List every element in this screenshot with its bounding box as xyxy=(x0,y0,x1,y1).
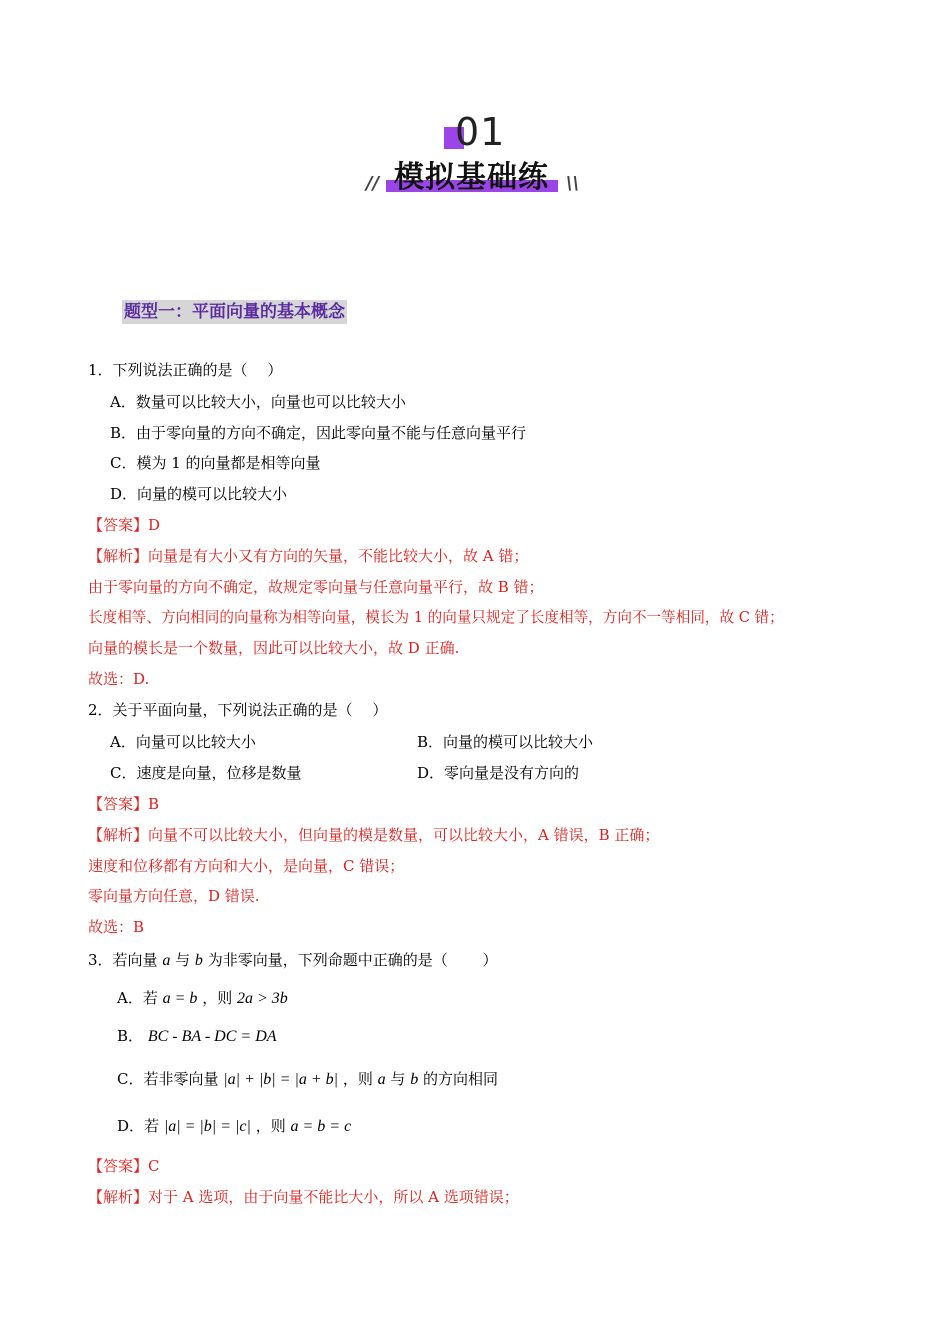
option-text: 的方向相同 xyxy=(422,1070,498,1088)
section-heading: 题型一：平面向量的基本概念 xyxy=(124,302,345,322)
q3-option-a xyxy=(117,988,288,1009)
vector-b: b xyxy=(410,1071,419,1088)
option-text: ，则 xyxy=(202,989,233,1007)
q3-stem-part: 3．若向量 xyxy=(88,951,158,969)
q3-option-d xyxy=(117,1116,351,1137)
q3-answer: 【答案】C xyxy=(88,1157,160,1175)
page-title: 模拟基础练 xyxy=(394,160,549,195)
q1-analysis-line: 【解析】向量是有大小又有方向的矢量，不能比较大小，故 A 错； xyxy=(88,547,529,565)
q1-option-c: C．模为 1 的向量都是相等向量 xyxy=(110,454,321,472)
q1-analysis-line: 由于零向量的方向不确定，故规定零向量与任意向量平行，故 B 错； xyxy=(88,578,544,596)
q2-analysis-line: 故选：B xyxy=(88,918,145,936)
chapter-number: 01 xyxy=(455,110,506,154)
math-expression: BC - BA - DC = DA xyxy=(147,1028,277,1045)
q2-stem: 2．关于平面向量，下列说法正确的是（ ） xyxy=(88,701,388,719)
q2-analysis-line: 零向量方向任意，D 错误. xyxy=(88,887,260,905)
vector-a: a xyxy=(162,952,171,969)
q1-analysis-line: 故选：D. xyxy=(88,670,150,688)
q3-option-b xyxy=(117,1026,277,1047)
q2-analysis-line: 速度和位移都有方向和大小，是向量，C 错误； xyxy=(88,857,405,875)
q3-option-c xyxy=(117,1069,498,1090)
q1-option-a: A．数量可以比较大小，向量也可以比较大小 xyxy=(110,393,406,411)
q3-stem-part: 为非零向量，下列命题中正确的是（ ） xyxy=(207,951,498,969)
q1-option-d: D．向量的模可以比较大小 xyxy=(110,485,288,503)
q1-option-b: B．由于零向量的方向不确定，因此零向量不能与任意向量平行 xyxy=(110,424,527,442)
option-text: 与 xyxy=(390,1070,406,1088)
option-label: B． xyxy=(117,1027,144,1045)
q2-option-c: C．速度是向量，位移是数量 xyxy=(110,764,302,782)
q2-answer: 【答案】B xyxy=(88,795,160,813)
q1-answer: 【答案】D xyxy=(88,516,161,534)
right-decoration: \\ xyxy=(566,173,580,194)
q1-stem: 1．下列说法正确的是（ ） xyxy=(88,361,283,379)
q3-stem-part: 与 xyxy=(175,951,191,969)
option-label: D．若 xyxy=(117,1117,160,1135)
q2-option-a: A．向量可以比较大小 xyxy=(110,733,256,751)
math-expression: |a| = |b| = |c| xyxy=(163,1118,251,1135)
option-text: ，则 xyxy=(342,1070,373,1088)
option-text: ，则 xyxy=(255,1117,286,1135)
vector-a: a xyxy=(377,1071,386,1088)
q3-stem xyxy=(88,950,497,971)
q1-analysis-line: 长度相等、方向相同的向量称为相等向量，模长为 1 的向量只规定了长度相等，方向不一等相同，故 C 错； xyxy=(88,609,784,626)
q2-analysis-line: 【解析】向量不可以比较大小，但向量的模是数量，可以比较大小，A 错误，B 正确； xyxy=(88,826,660,844)
q2-option-b: B．向量的模可以比较大小 xyxy=(417,733,594,751)
vector-b: b xyxy=(194,952,203,969)
q1-analysis-line: 向量的模长是一个数量，因此可以比较大小，故 D 正确. xyxy=(88,639,460,657)
math-expression: a = b = c xyxy=(290,1118,352,1135)
option-label: A．若 xyxy=(117,989,158,1007)
math-expression: |a| + |b| = |a + b| xyxy=(223,1071,339,1088)
q3-analysis-line: 【解析】对于 A 选项，由于向量不能比大小，所以 A 选项错误； xyxy=(88,1188,519,1206)
math-expression: a = b xyxy=(162,990,198,1007)
math-expression: 2a > 3b xyxy=(237,990,288,1007)
left-decoration: // xyxy=(366,173,380,194)
option-label: C．若非零向量 xyxy=(117,1070,219,1088)
q2-option-d: D．零向量是没有方向的 xyxy=(417,764,580,782)
